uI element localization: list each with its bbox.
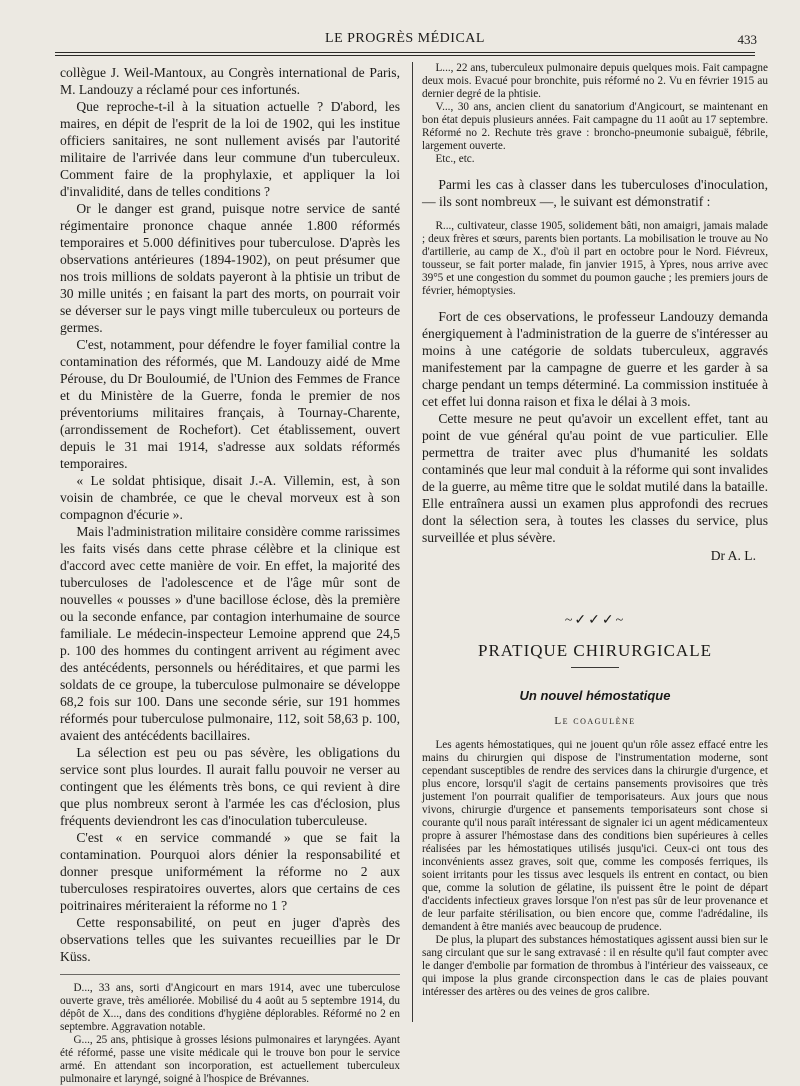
article-title: Un nouvel hémostatique xyxy=(519,688,671,703)
case-note: G..., 25 ans, phtisique à grosses lésions pulmonaires et laryngées. Ayant été réformé, passe une visite médicale qui le trouve bon pour le service armé. En attendant son incorporation, est actuellement tuberculeux pulmonaire et laryngé, soigné à l'hospice de Brévannes. xyxy=(60,1034,400,1085)
article-paragraph: De plus, la plupart des substances hémostatiques agissent aussi bien sur le sang circulant que sur le sang extravasé : il en résulte qu'il faut compter avec le danger d'embolie par formation de thrombus à l'intérieur des vaisseaux, ce qui impose la plus grande circonspection dans le cas de plaies pouvant intéresser des artères ou des veines de gros calibre. xyxy=(422,934,768,998)
paragraph: Or le danger est grand, puisque notre service de santé régimentaire prononce chaque année 1.800 réformés temporaires et 5.000 définitives pour tuberculose. D'après les observations antérieures (1894-1902), on peut présumer que nos trois millions de soldats payeront à la phtisie un tribut de 30 mille unités ; en faisant la part des morts, on pourrait voir se déverser sur le pays vingt mille tuberculeux ou porteurs de germes. xyxy=(60,201,400,335)
page-header xyxy=(55,31,755,51)
case-note: V..., 30 ans, ancien client du sanatorium d'Angicourt, se maintenant en bon état depuis plusieurs années. Fait campagne du 11 août au 17 septembre. Réformé no 2. Rechute très grave : broncho-pneumonie subaiguë, fébrile, largement ouverte. xyxy=(422,101,768,152)
section-ornament: ~✓✓✓~ xyxy=(564,613,626,628)
header-rule-double xyxy=(55,55,755,56)
article-paragraph: Les agents hémostatiques, qui ne jouent qu'un rôle assez effacé entre les mains du chirurgien qui dispose de l'instrumentation moderne, sont cependant susceptibles de rendre des services dans la chirurgie d'urgence, et plus encore, lorsqu'il s'agit de certains pansements provisoires que très justement l'on pourrait qualifier de temporisateurs. Aux jours que nous vivons, chirurgie d'urgence et pansements temporisateurs sont chose si courante qu'il nous paraît intéressant de signaler ici un agent médicamenteux propre à assurer l'hémostase dans des conditions bien supérieures à celles réalisées par les hémostatiques utilisés jusqu'ici. Ceux-ci ont tous des inconvénients assez graves, soit que, comme les composés ferriques, ils soient irritants pour les tissus avec lesquels ils entrent en contact, ou bien que, comme la solution de gélatine, ils puissent être le point de départ d'accidents infectieux graves lorsque l'on n'est pas sûr de leur provenance et de leur parfaite stérilisation, ou bien encore que, comme l'adrédaline, ils demandent à être maniés avec beaucoup de prudence. xyxy=(422,739,768,933)
case-note: L..., 22 ans, tuberculeux pulmonaire depuis quelques mois. Fait campagne deux mois. Evacué pour bronchite, puis réformé no 2. Vu en février 1915 au dernier degré de la phtisie. xyxy=(422,62,768,100)
journal-title: LE PROGRÈS MÉDICAL xyxy=(325,31,485,46)
title-rule xyxy=(571,667,619,668)
paragraph: Mais l'administration militaire considère comme rarissimes les faits visés dans cette phrase célèbre et la clinique est d'accord avec cette manière de voir. En effet, la majorité des tuberculoses de l'adolescence et de l'âge mûr sont de nouvelles « pousses » d'une bacillose éclose, dès la première ou la seconde enfance, par contagion interhumaine de source familiale. Le médecin-inspecteur Lemoine apprend que 24,5 p. 100 des hommes du contingent arrivent au régiment avec des antécédents, personnels ou héréditaires, et que parmi les soldats de ce groupe, la tuberculose pulmonaire se développe 68,2 fois sur 100. Dans une seconde série, sur 191 hommes réformés pour tuberculose pulmonaire, 112, soit 58,63 p. 100, avaient des antécédents bacillaires. xyxy=(60,524,400,743)
paragraph: C'est, notamment, pour défendre le foyer familial contre la contamination des réformés, que M. Landouzy aidé de Mme Pérouse, du Dr Bouloumié, de l'Union des Femmes de France et du Ministère de la Guerre, fonda le premier de nos préventoriums militaires français, à Tournay-Charente, (arrondissement de Rochefort). Cet établissement, ouvert depuis le 31 mai 1914, s'adresse aux soldats réformés temporaires. xyxy=(60,337,400,471)
paragraph: Cette mesure ne peut qu'avoir un excellent effet, tant au point de vue général qu'au point de vue particulier. Elle permettra de traiter avec plus d'humanité les soldats contaminés que leur mal conduit à la réforme qui sont invalides de la guerre, au même titre que le soldat mutilé dans la bataille. Elle entraînera aussi un examen plus approfondi des recrues dont la sélection sera, à toutes les classes du service, plus surveillée et plus sévère. xyxy=(422,411,768,545)
paragraph: Que reproche-t-il à la situation actuelle ? D'abord, les maires, en dépit de l'esprit de la loi de 1902, qui les institue officiers sanitaires, ne sont nullement avisés par l'autorité militaire de l'arrivée dans leur commune d'un tuberculeux. Comment faire de la prophylaxie, et appliquer la loi d'invalidité, dans de telles conditions ? xyxy=(60,99,400,199)
left-column xyxy=(60,64,400,1086)
column-divider xyxy=(412,62,413,1022)
paragraph: « Le soldat phtisique, disait J.-A. Villemin, est, à son voisin de chambrée, ce que le cheval morveux est à son compagnon d'écurie ». xyxy=(60,473,400,522)
case-note: Etc., etc. xyxy=(435,153,475,165)
paragraph: Fort de ces observations, le professeur Landouzy demanda énergiquement à l'administration de la guerre de s'intéresser au moins à une catégorie de soldats tuberculeux, aggravés manifestement par la campagne de guerre et les garder à sa charge pendant un temps déterminé. La commission instituée à cet effet lui donna raison et fixa le délai à 3 mois. xyxy=(422,309,768,409)
header-rule xyxy=(55,52,755,53)
paragraph: Cette responsabilité, on peut en juger d'après des observations telles que les suivantes recueillies par le Dr Küss. xyxy=(60,915,400,964)
paragraph: La sélection est peu ou pas sévère, les obligations du service sont plus lourdes. Il aurait fallu pouvoir ne verser au contingent que les éléments très bons, ce qui revient à dire que plus nombreux seront à l'armée les cas d'éclosion, plus fréquents deviendront les cas d'inoculation tuberculeuse. xyxy=(60,745,400,828)
page-number: 433 xyxy=(737,32,757,47)
section-title: PRATIQUE CHIRURGICALE xyxy=(478,641,712,660)
paragraph: collègue J. Weil-Mantoux, au Congrès international de Paris, M. Landouzy a réclamé pour ces infortunés. xyxy=(60,65,400,97)
paragraph: Parmi les cas à classer dans les tuberculoses d'inoculation, — ils sont nombreux —, le suivant est démonstratif : xyxy=(422,177,768,209)
right-column xyxy=(422,62,768,999)
case-notes xyxy=(60,974,400,1086)
signature: Dr A. L. xyxy=(710,548,756,563)
case-note: D..., 33 ans, sorti d'Angicourt en mars 1914, avec une tuberculose ouverte grave, très améliorée. Mobilisé du 4 août au 5 septembre 1914, du dépôt de X..., dans des conditions d'hygiène déplorables. Réformé no 2 en septembre. Aggravation notable. xyxy=(60,982,400,1033)
paragraph: C'est « en service commandé » que se fait la contamination. Pourquoi alors dénier la responsabilité et donner presque uniformément la réforme no 2 aux tuberculoses respiratoires ouvertes, alors que certains de ces poitrinaires mériteraient la réforme no 1 ? xyxy=(60,830,400,913)
case-note: R..., cultivateur, classe 1905, solidement bâti, non amaigri, jamais malade ; deux frères et sœurs, parents bien portants. La mobilisation le trouve au No d'artillerie, au camp de X., d'où il part en octobre pour le Nord. Fiévreux, tousseur, se fait porter malade, fin janvier 1915, à Ypres, nous arrive avec 39°5 et une congestion du sommet du poumon gauche ; les premiers jours de février, hémoptysies. xyxy=(422,220,768,297)
article-subheading: Le coagulène xyxy=(554,715,636,727)
